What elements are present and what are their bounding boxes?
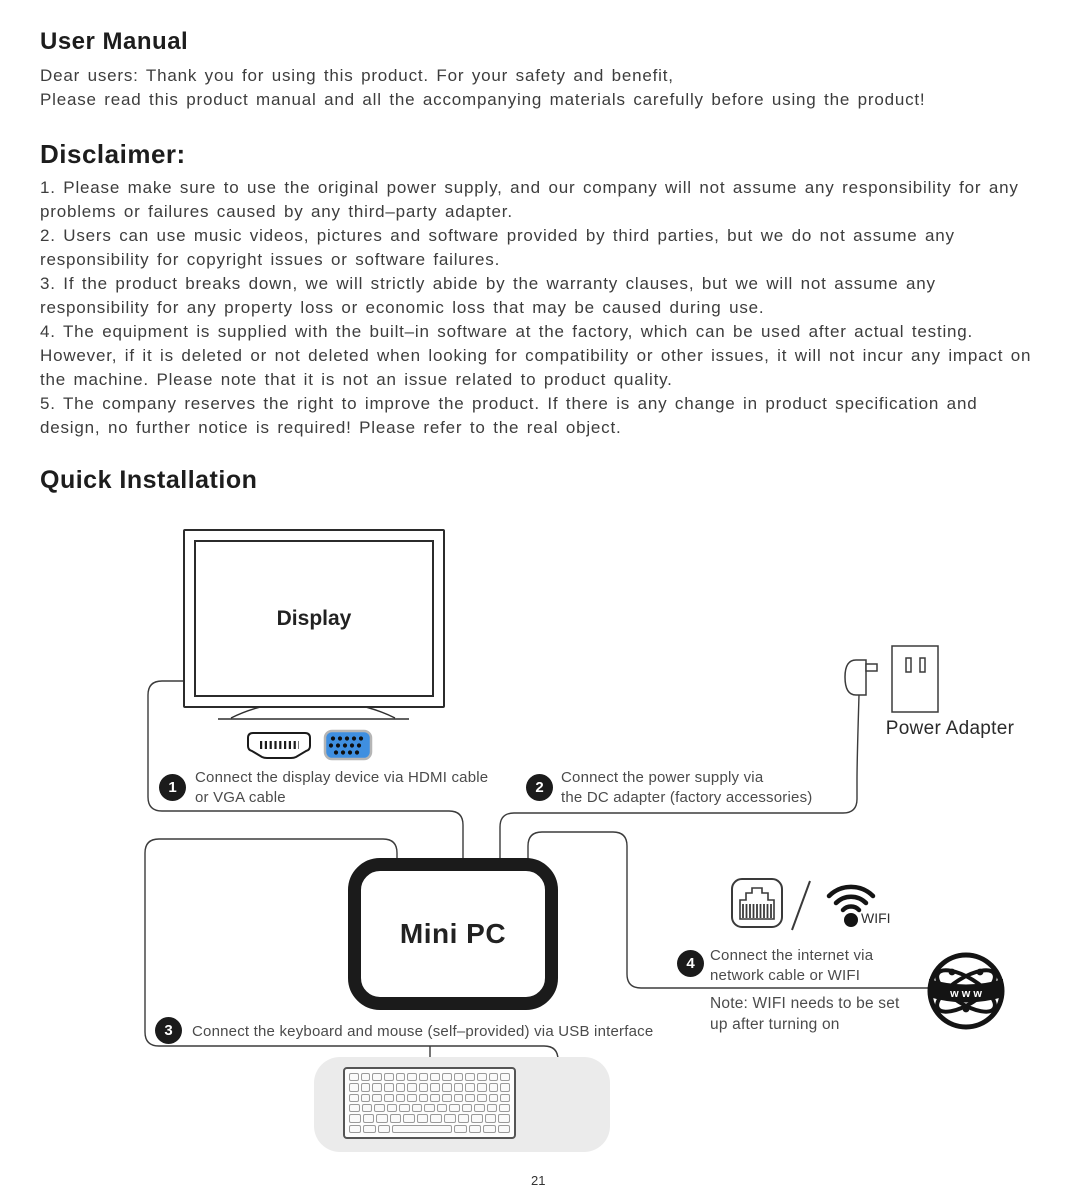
step-2-text [561,768,812,808]
step-3-badge: 3 [155,1017,182,1044]
display-monitor [183,529,445,708]
www-label: w w w [950,988,982,1000]
step-1-line-1: Connect the display device via HDMI cable [195,769,489,786]
step-1-text [195,768,488,808]
slash-icon [792,881,810,930]
step-4-line-2: network cable or WIFI [710,967,861,984]
power-plug-icon [845,660,877,695]
wifi-label: WIFI [861,910,891,926]
wifi-note-line-2: up after turning on [710,1016,840,1033]
disclaimer-heading: Disclaimer: [40,139,186,169]
disclaimer-item: 1. Please make sure to use the original power supply, and our company will not assume any responsibility for any problems or failures caused by any third–party adapter. [40,178,1019,221]
wifi-note [710,993,900,1035]
step-3-text: Connect the keyboard and mouse (self–provided) via USB interface [192,1023,654,1040]
keyboard-icon [343,1067,516,1139]
disclaimer-item: 4. The equipment is supplied with the built–in software at the factory, which can be used after actual testing. However, if it is deleted or not deleted when looking for compatibility or other issues, it will not incur any impact on the machine. Please note that it is not an issue related to product quality. [40,322,1032,389]
vga-connector-icon [325,731,371,759]
step-4-text [710,946,873,986]
mini-pc-label: Mini PC [399,918,507,949]
disclaimer-item: 2. Users can use music videos, pictures and software provided by third parties, but we do not assume any responsibility for copyright issues or software failures. [40,226,955,269]
monitor-screen [194,540,434,697]
step-4-line-1: Connect the internet via [710,947,874,964]
quick-installation-heading: Quick Installation [40,466,258,494]
step-2-badge: 2 [526,774,553,801]
ethernet-port-icon [732,879,782,927]
page-title: User Manual [40,28,189,55]
disclaimer-item: 3. If the product breaks down, we will strictly abide by the warranty clauses, but we will not assume any responsibility for any property loss or economic loss that may be caused during use. [40,274,936,317]
step-2-line-2: the DC adapter (factory accessories) [561,789,813,806]
step-2-line-1: Connect the power supply via [561,769,764,786]
intro-line-2: Please read this product manual and all the accompanying materials carefully before using the product! [40,90,926,109]
power-adapter-label: Power Adapter [885,718,1015,739]
disclaimer-item: 5. The company reserves the right to improve the product. If there is any change in product specification and design, no further notice is required! Please refer to the real object. [40,394,978,437]
display-label: Display [276,606,352,630]
step-1-badge: 1 [159,774,186,801]
hdmi-connector-icon [248,733,310,758]
mini-pc-box [348,858,558,1010]
www-globe-icon [929,955,1003,1027]
power-outlet-icon [892,646,938,712]
page-number: 21 [531,1173,546,1188]
step-1-line-2: or VGA cable [195,789,286,806]
step-4-badge: 4 [677,950,704,977]
intro-line-1: Dear users: Thank you for using this product. For your safety and benefit, [40,66,674,85]
wifi-note-line-1: Note: WIFI needs to be set [710,995,900,1012]
